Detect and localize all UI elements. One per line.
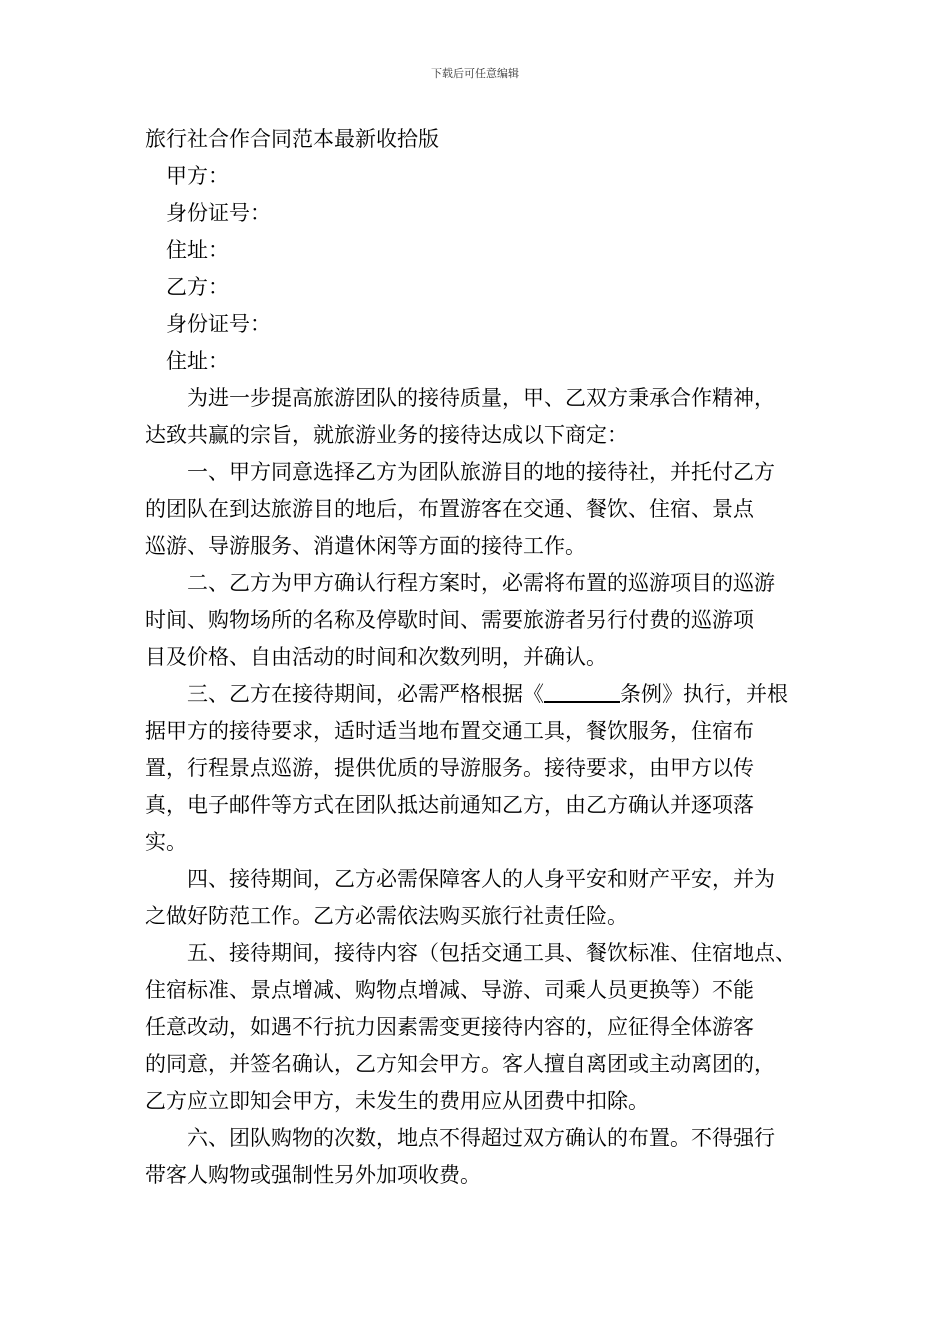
paragraph-line: 四、接待期间，乙方必需保障客人的人身平安和财产平安，并为: [187, 867, 775, 891]
paragraph-line: 任意改动，如遇不行抗力因素需变更接待内容的，应征得全体游客: [145, 1015, 754, 1039]
party-a-address-label: 住址：: [166, 238, 229, 262]
paragraph-line: 之做好防范工作。乙方必需依法购买旅行社责任险。: [145, 904, 628, 928]
paragraph-line: 为进一步提高旅游团队的接待质量，甲、乙双方秉承合作精神，: [187, 386, 775, 410]
document-title: 旅行社合作合同范本最新收拾版: [145, 127, 439, 151]
paragraph-line: 一、甲方同意选择乙方为团队旅游目的地的接待社，并托付乙方: [187, 460, 775, 484]
clause-6-paragraph: [145, 1120, 807, 1194]
paragraph-line: 真，电子邮件等方式在团队抵达前通知乙方，由乙方确认并逐项落: [145, 793, 754, 817]
paragraph-line: 住宿标准、景点增减、购物点增减、导游、司乘人员更换等）不能: [145, 978, 754, 1002]
document-body: [145, 121, 807, 1194]
clause-5-paragraph: [145, 935, 807, 1120]
preamble-paragraph: [145, 380, 807, 454]
paragraph-line: 置，行程景点巡游，提供优质的导游服务。接待要求，由甲方以传: [145, 756, 754, 780]
party-b-address-label: 住址：: [166, 349, 229, 373]
clause-3-paragraph: [145, 676, 807, 861]
regulation-name-blank: [544, 680, 620, 703]
clause-3-text-before-blank: 三、乙方在接待期间，必需严格根据《: [187, 682, 544, 706]
party-b-id-label: 身份证号：: [166, 312, 271, 336]
clause-2-paragraph: [145, 565, 807, 676]
paragraph-line: 目及价格、自由活动的时间和次数列明，并确认。: [145, 645, 607, 669]
party-a-id-label: 身份证号：: [166, 201, 271, 225]
paragraph-line: 巡游、导游服务、消遣休闲等方面的接待工作。: [145, 534, 586, 558]
paragraph-line: [145, 676, 807, 713]
paragraph-line: 乙方应立即知会甲方，未发生的费用应从团费中扣除。: [145, 1089, 649, 1113]
paragraph-line: 时间、购物场所的名称及停歇时间、需要旅游者另行付费的巡游项: [145, 608, 754, 632]
paragraph-line: 带客人购物或强制性另外加项收费。: [145, 1163, 481, 1187]
clause-3-text-after-blank: 条例》执行，并根: [620, 682, 788, 706]
paragraph-line: 六、团队购物的次数，地点不得超过双方确认的布置。不得强行: [187, 1126, 775, 1150]
party-a-label: 甲方：: [166, 164, 229, 188]
paragraph-line: 达致共赢的宗旨，就旅游业务的接待达成以下商定：: [145, 423, 628, 447]
party-b-label: 乙方：: [166, 275, 229, 299]
paragraph-line: 的同意，并签名确认，乙方知会甲方。客人擅自离团或主动离团的，: [145, 1052, 775, 1076]
paragraph-line: 实。: [145, 830, 187, 854]
header-note: 下载后可任意编辑: [431, 67, 519, 80]
paragraph-line: 五、接待期间，接待内容（包括交通工具、餐饮标准、住宿地点、: [187, 941, 796, 965]
clause-1-paragraph: [145, 454, 807, 565]
clause-4-paragraph: [145, 861, 807, 935]
paragraph-line: 据甲方的接待要求，适时适当地布置交通工具，餐饮服务，住宿布: [145, 719, 754, 743]
paragraph-line: 二、乙方为甲方确认行程方案时，必需将布置的巡游项目的巡游: [187, 571, 775, 595]
paragraph-line: 的团队在到达旅游目的地后，布置游客在交通、餐饮、住宿、景点: [145, 497, 754, 521]
